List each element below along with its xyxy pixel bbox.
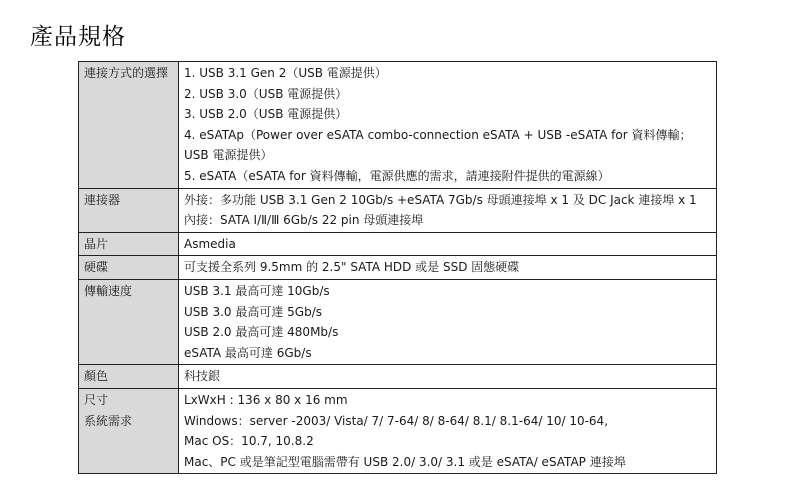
page-title: 產品規格: [30, 24, 126, 50]
table-row: [79, 365, 717, 389]
spec-value-line: USB 2.0 最高可達 480Mb/s: [184, 325, 339, 340]
spec-value-connector: [179, 188, 717, 232]
table-row: [79, 388, 717, 473]
spec-table: [78, 61, 717, 474]
spec-value-line: 外接：多功能 USB 3.1 Gen 2 10Gb/s +eSATA 7Gb/s 母頭連接埠 x 1 及 DC Jack 連接埠 x 1: [184, 192, 697, 207]
spec-value-speed: [179, 279, 717, 364]
spec-value-chip: [179, 232, 717, 256]
spec-label-text: 顏色: [84, 369, 109, 384]
spec-value-line: 可支援全系列 9.5mm 的 2.5" SATA HDD 或是 SSD 固態硬碟: [184, 260, 520, 275]
spec-value-line: 3. USB 2.0（USB 電源提供）: [184, 107, 348, 122]
spec-label-text: 硬碟: [84, 260, 109, 275]
spec-value-color: [179, 365, 717, 389]
spec-label-text: 晶片: [84, 236, 109, 251]
spec-label-text: 連接器: [84, 192, 121, 207]
spec-value-line: Asmedia: [184, 236, 236, 251]
spec-value-connection: [179, 62, 717, 189]
spec-value-line: USB 3.0 最高可達 5Gb/s: [184, 304, 323, 319]
spec-value-line: 4. eSATAp（Power over eSATA combo-connection eSATA + USB -eSATA for 資料傳輸；USB 電源提供）: [184, 127, 692, 163]
spec-value-line: Windows：server -2003/ Vista/ 7/ 7-64/ 8/ 8-64/ 8.1/ 8.1-64/ 10/ 10-64,: [184, 413, 609, 428]
spec-value-line: 內接：SATA Ⅰ/Ⅱ/Ⅲ 6Gb/s 22 pin 母頭連接埠: [184, 213, 424, 228]
spec-value-line: 2. USB 3.0（USB 電源提供）: [184, 86, 348, 101]
spec-label-size-system: [79, 388, 179, 473]
spec-value-line: 5. eSATA（eSATA for 資料傳輸，電源供應的需求，請連接附件提供的電源線）: [184, 168, 610, 183]
spec-value-line: Mac、PC 或是筆記型電腦需帶有 USB 2.0/ 3.0/ 3.1 或是 eSATA/ eSATAP 連接埠: [184, 454, 626, 469]
spec-value-line: 科技銀: [184, 369, 221, 384]
spec-value-drive: [179, 256, 717, 280]
spec-value-line: LxWxH : 136 x 80 x 16 mm: [184, 392, 348, 407]
spec-value-line: 1. USB 3.1 Gen 2（USB 電源提供）: [184, 66, 387, 80]
spec-label-connection: [79, 62, 179, 189]
spec-value-size-system: [179, 388, 717, 473]
table-row: [79, 279, 717, 364]
spec-label-text: 傳輸速度: [84, 283, 133, 298]
table-row: [79, 256, 717, 280]
spec-label-color: [79, 365, 179, 389]
spec-label-chip: [79, 232, 179, 256]
table-row: [79, 232, 717, 256]
spec-value-line: eSATA 最高可達 6Gb/s: [184, 345, 312, 360]
spec-label-connector: [79, 188, 179, 232]
spec-label-text: 尺寸: [84, 392, 109, 407]
table-row: [79, 188, 717, 232]
spec-label-speed: [79, 279, 179, 364]
spec-label-drive: [79, 256, 179, 280]
spec-value-line: Mac OS：10.7, 10.8.2: [184, 434, 314, 449]
table-row: [79, 62, 717, 189]
spec-label-text: 連接方式的選擇: [84, 66, 169, 80]
spec-value-line: USB 3.1 最高可達 10Gb/s: [184, 283, 330, 298]
spec-label-text: 系統需求: [84, 413, 133, 428]
